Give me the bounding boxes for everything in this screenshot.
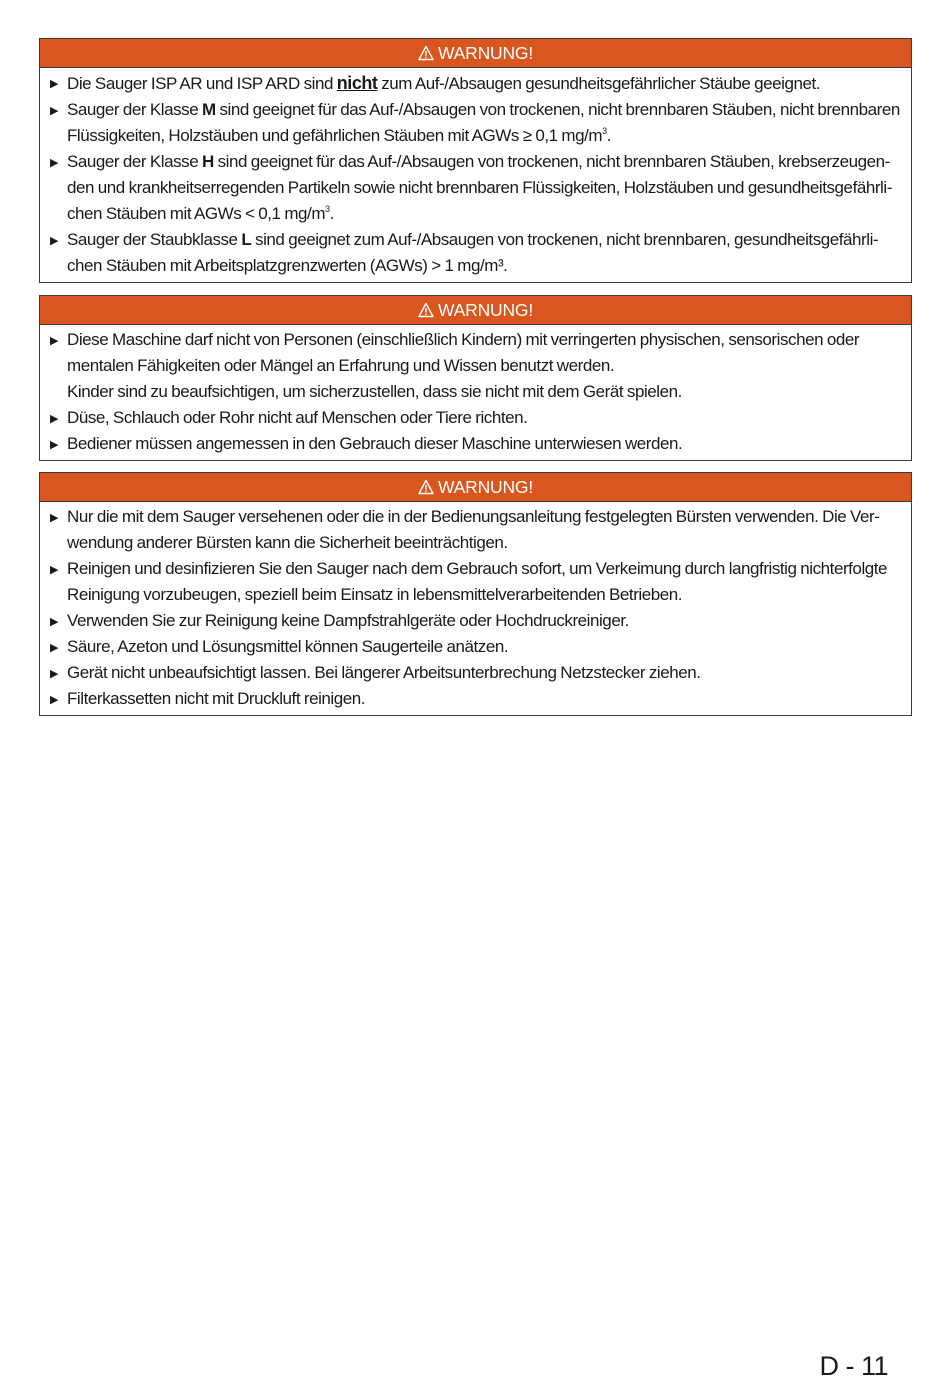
superscript: 3: [325, 204, 330, 214]
class-label-m: M: [201, 100, 216, 119]
bullet-triangle-icon: ▶: [50, 439, 59, 451]
list-item: [48, 431, 903, 457]
item-text: Verwenden Sie zur Reinigung keine Dampfstrahlgeräte oder Hochdruckreiniger.: [67, 611, 629, 630]
item-text: den und krankheitserregenden Partikeln sowie nicht brennbaren Flüssigkeiten, Holzstäuben und gesundheitsgefährli-: [67, 178, 892, 197]
item-text: Sauger der Klasse: [67, 100, 202, 119]
item-text: Bediener müssen angemessen in den Gebrauch dieser Maschine unterwiesen werden.: [67, 434, 683, 453]
item-text: sind geeignet für das Auf-/Absaugen von trockenen, nicht brennbaren Stäuben, nicht brennbaren: [215, 100, 900, 119]
list-item: [48, 97, 903, 149]
item-text: wendung anderer Bürsten kann die Sicherheit beeinträchtigen.: [67, 533, 508, 552]
warning-label: WARNUNG!: [438, 43, 533, 63]
bullet-triangle-icon: ▶: [50, 413, 59, 425]
warning-triangle-icon: [418, 479, 434, 495]
item-text: mentalen Fähigkeiten oder Mängel an Erfahrung und Wissen benutzt werden.: [67, 356, 615, 375]
list-item: [48, 504, 903, 556]
bullet-triangle-icon: ▶: [50, 512, 59, 524]
list-item: [48, 608, 903, 634]
class-label-l: L: [241, 230, 252, 249]
item-text: chen Stäuben mit AGWs < 0,1 mg/m: [67, 204, 326, 223]
list-item: [48, 556, 903, 608]
superscript: 3: [602, 126, 607, 136]
list-item: [48, 70, 903, 97]
warning-triangle-icon: [418, 302, 434, 318]
item-text: .: [329, 204, 334, 223]
item-text: chen Stäuben mit Arbeitsplatzgrenzwerten (AGWs) > 1 mg/m³.: [67, 256, 508, 275]
warning-label: WARNUNG!: [438, 300, 533, 320]
item-text: zum Auf-/Absaugen gesundheitsgefährlicher Stäube geeignet.: [377, 74, 821, 93]
item-text: Säure, Azeton und Lösungsmittel können Saugerteile anätzen.: [67, 637, 509, 656]
warning-box-dust-classes: [39, 38, 912, 283]
warning-box-cleaning: [39, 472, 912, 716]
item-text: sind geeignet zum Auf-/Absaugen von trockenen, nicht brennbaren, gesundheitsgefährli-: [251, 230, 879, 249]
item-text: Reinigung vorzubeugen, speziell beim Einsatz in lebensmittelverarbeitenden Betrieben.: [67, 585, 683, 604]
list-item: [48, 227, 903, 279]
page-number: D - 11: [819, 1351, 888, 1381]
item-text: Sauger der Staubklasse: [67, 230, 242, 249]
list-item: [48, 634, 903, 660]
item-text: Flüssigkeiten, Holzstäuben und gefährlichen Stäuben mit AGWs ≥ 0,1 mg/m: [67, 126, 603, 145]
item-text: Die Sauger ISP AR und ISP ARD sind: [67, 74, 337, 93]
item-text: Nur die mit dem Sauger versehenen oder die in der Bedienungsanleitung festgelegten Bürsten verwenden. Die Ver-: [67, 507, 880, 526]
item-text: Reinigen und desinfizieren Sie den Sauger nach dem Gebrauch sofort, um Verkeimung durch langfristig nichterfolgte: [67, 559, 888, 578]
emphasis-nicht: nicht: [336, 73, 378, 93]
class-label-h: H: [201, 152, 214, 171]
bullet-triangle-icon: ▶: [50, 157, 59, 169]
warning-label: WARNUNG!: [438, 477, 533, 497]
item-text: Diese Maschine darf nicht von Personen (einschließlich Kindern) mit verringerten physischen, sensorischen oder: [67, 330, 860, 349]
list-item: [48, 149, 903, 227]
list-item: [48, 686, 903, 712]
warning-list: [40, 325, 911, 460]
list-item: [48, 327, 903, 405]
item-text: .: [606, 126, 611, 145]
warning-list: [40, 68, 911, 282]
bullet-triangle-icon: ▶: [50, 335, 59, 347]
warning-header: [40, 473, 911, 502]
bullet-triangle-icon: ▶: [50, 105, 59, 117]
warning-header: [40, 39, 911, 68]
item-text: sind geeignet für das Auf-/Absaugen von trockenen, nicht brennbaren Stäuben, krebserzeugen-: [213, 152, 890, 171]
bullet-triangle-icon: ▶: [50, 564, 59, 576]
bullet-triangle-icon: ▶: [50, 78, 59, 90]
bullet-triangle-icon: ▶: [50, 642, 59, 654]
list-item: [48, 405, 903, 431]
item-text: Filterkassetten nicht mit Druckluft reinigen.: [67, 689, 366, 708]
bullet-triangle-icon: ▶: [50, 694, 59, 706]
bullet-triangle-icon: ▶: [50, 616, 59, 628]
item-text: Gerät nicht unbeaufsichtigt lassen. Bei längerer Arbeitsunterbrechung Netzstecker ziehen.: [67, 663, 701, 682]
bullet-triangle-icon: ▶: [50, 668, 59, 680]
item-text: Düse, Schlauch oder Rohr nicht auf Menschen oder Tiere richten.: [67, 408, 528, 427]
warning-header: [40, 296, 911, 325]
item-text: Sauger der Klasse: [67, 152, 202, 171]
warning-triangle-icon: [418, 45, 434, 61]
warning-list: [40, 502, 911, 715]
bullet-triangle-icon: ▶: [50, 235, 59, 247]
warning-box-usage: [39, 295, 912, 461]
item-text: Kinder sind zu beaufsichtigen, um sicherzustellen, dass sie nicht mit dem Gerät spielen.: [67, 382, 682, 401]
list-item: [48, 660, 903, 686]
